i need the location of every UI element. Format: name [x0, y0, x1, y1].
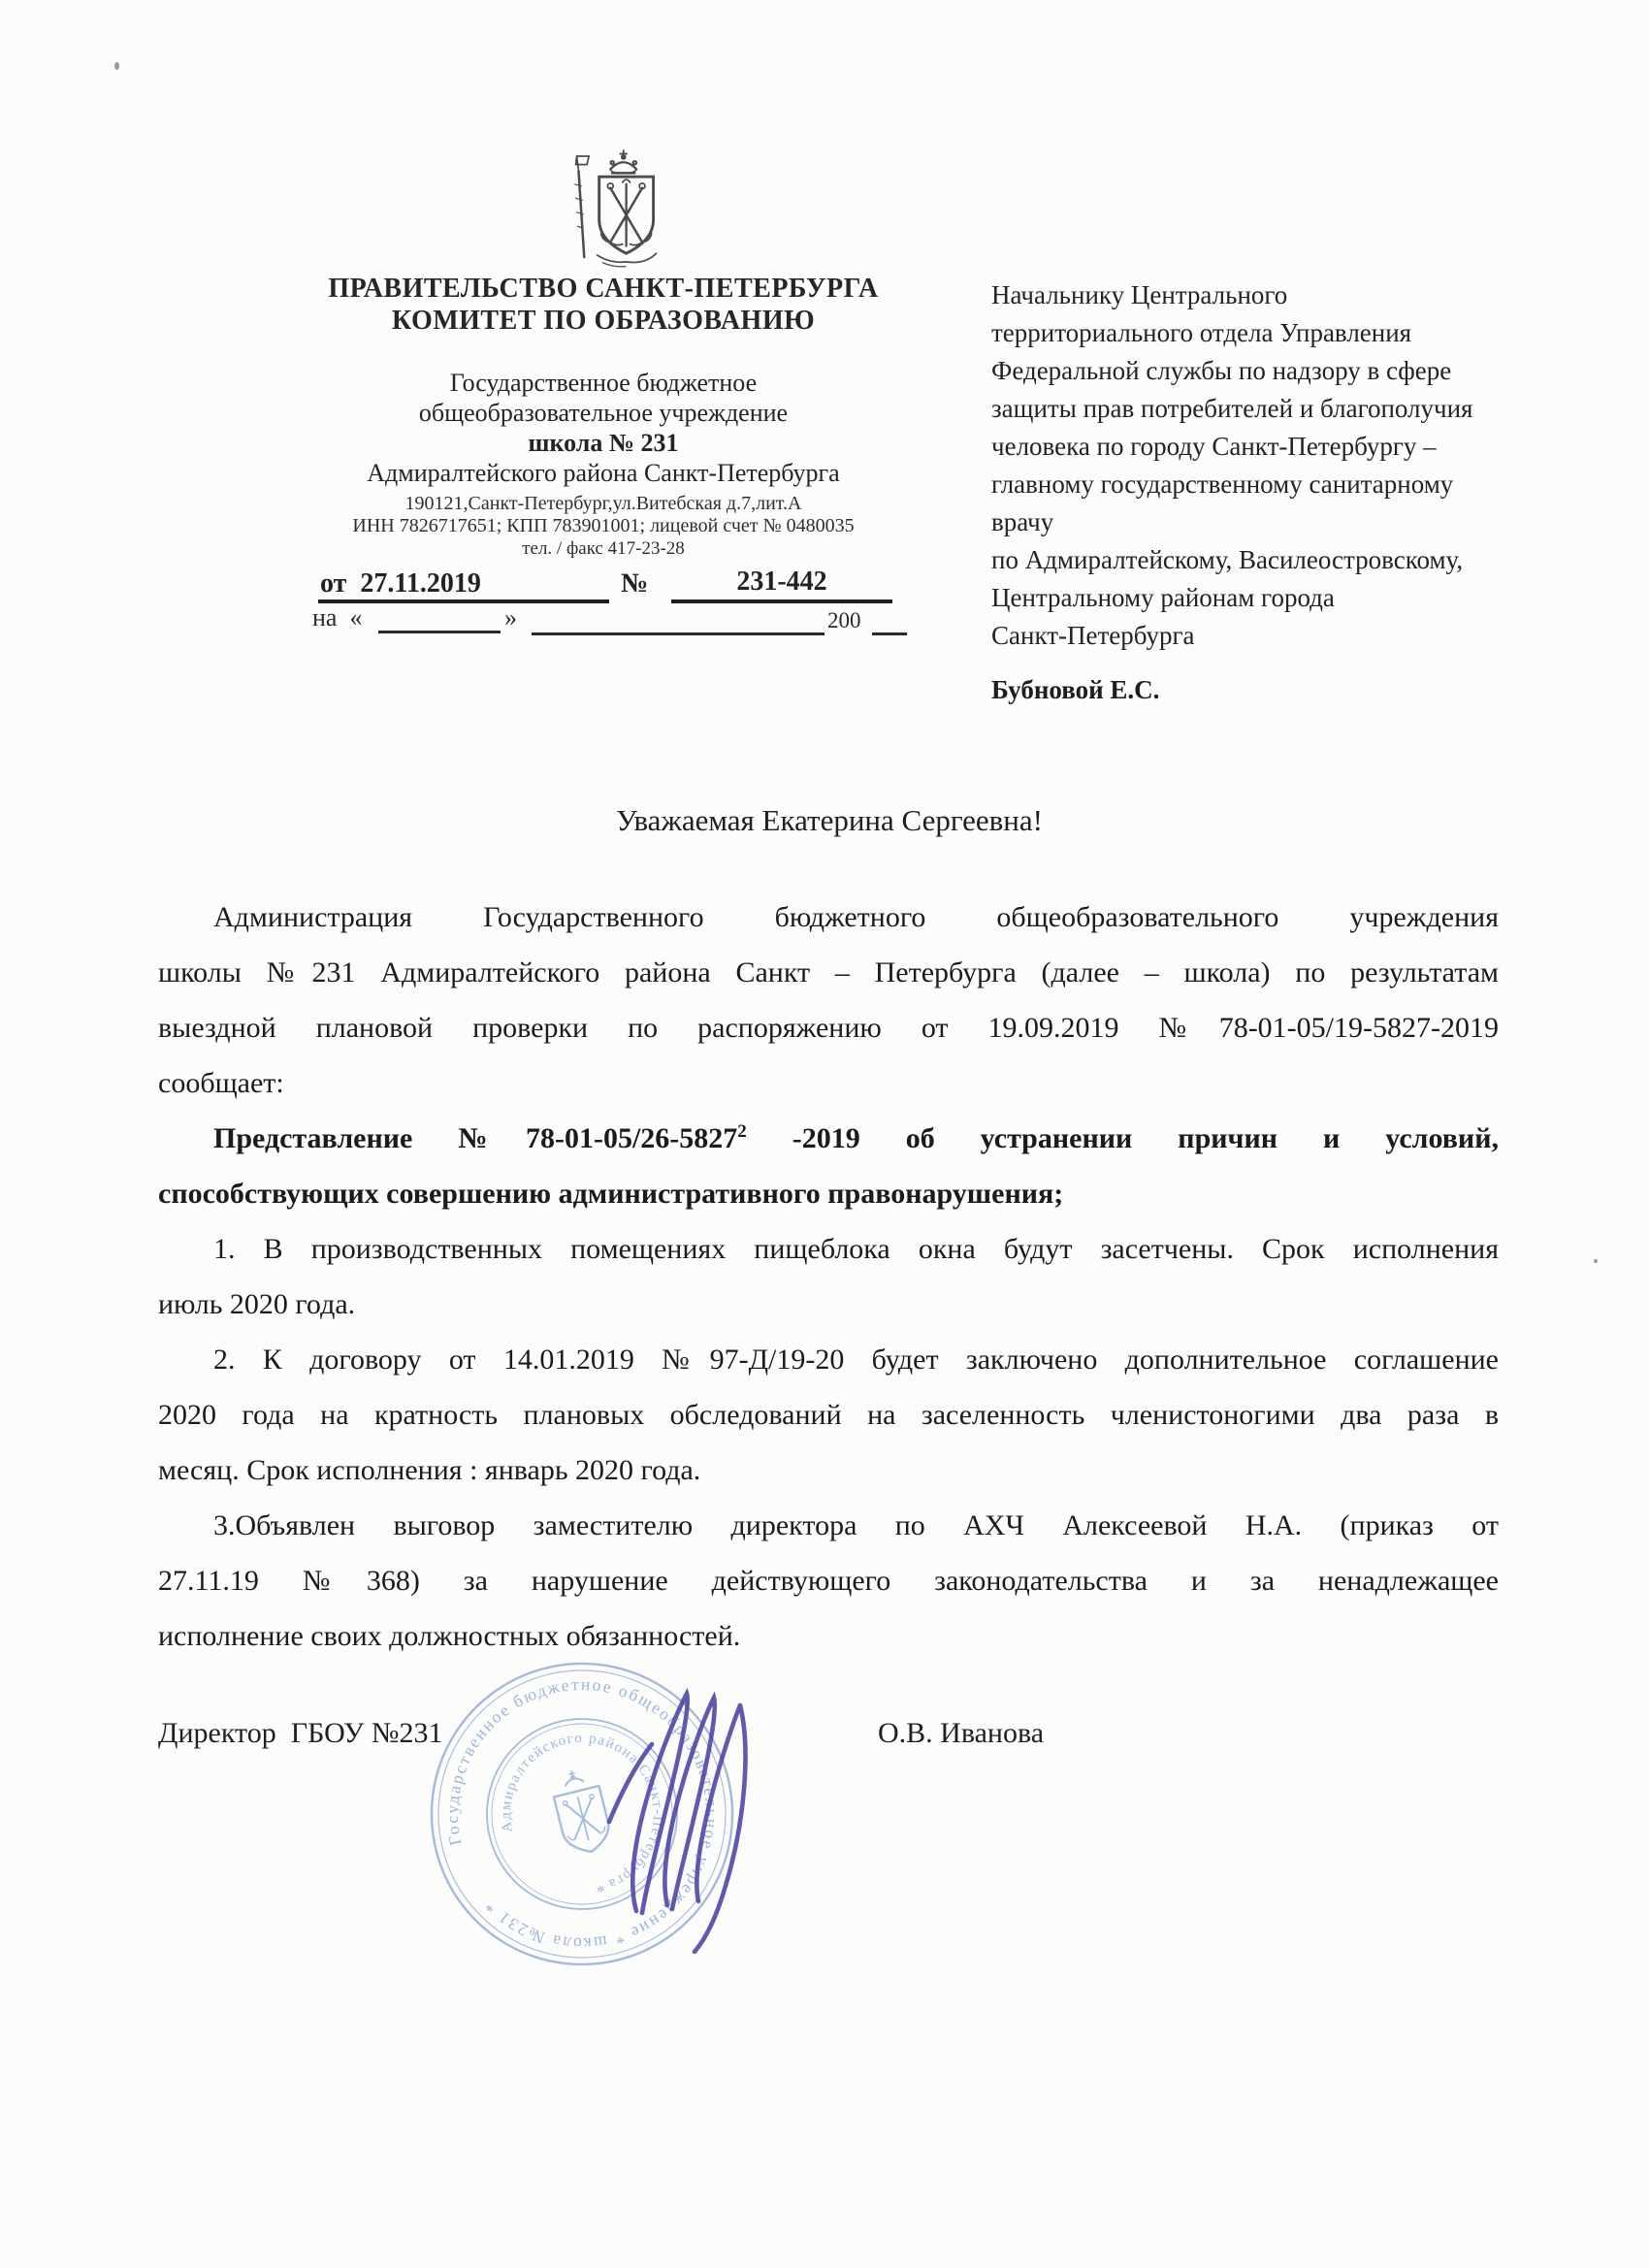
letterhead-phone-line: тел. / факс 417-23-28: [522, 538, 685, 559]
resolution-superscript: 2: [737, 1121, 747, 1142]
addressee-line: врачу: [991, 507, 1054, 536]
addressee-block: [991, 276, 1559, 709]
letterhead: [303, 273, 904, 560]
body-line: месяц. Срок исполнения : январь 2020 года.: [158, 1454, 701, 1486]
outgoing-number: 231-442: [736, 567, 827, 597]
reference-blank-line: [378, 631, 501, 633]
addressee-line: Санкт-Петербурга: [991, 621, 1195, 650]
body-line: школы №231 Адмиралтейского района Санкт – Петербурга (далее – школа) по результатам: [158, 956, 1499, 988]
reference-blank-line: [872, 632, 907, 635]
reference-closing-quote: »: [504, 603, 517, 632]
letterhead-org-line2: общеобразовательное учреждение: [418, 399, 789, 427]
addressee-name: Бубновой Е.С.: [991, 675, 1160, 704]
signer-name: О.В. Иванова: [878, 1717, 1045, 1749]
scan-speck: [114, 62, 119, 70]
body-line: 27.11.19 №368) за нарушение действующего законодательства и за ненадлежащее: [158, 1565, 1499, 1597]
body-line-item-2: 2. К договору от 14.01.2019 №97-Д/19-20 будет заключено дополнительное соглашение: [213, 1344, 1499, 1376]
body-line: исполнение своих должностных обязанностей.: [158, 1620, 741, 1652]
addressee-line: по Адмиралтейскому, Василеостровскому,: [991, 545, 1464, 574]
addressee-line: защиты прав потребителей и благополучия: [991, 394, 1473, 423]
body-line: сообщает:: [158, 1067, 284, 1099]
letterhead-committee-line: КОМИТЕТ ПО ОБРАЗОВАНИЮ: [391, 306, 816, 336]
resolution-text-continued: -2019 об устранении причин и условий,: [792, 1122, 1500, 1154]
stamp-inner-ring-text: Адмиралтейского района Санкт-Петербурга: [498, 1730, 666, 1893]
body-line-resolution: [158, 1111, 1499, 1166]
body-line: 2020 года на кратность плановых обследований на заселенность членистоногими два раза в: [158, 1399, 1499, 1431]
body-line: Администрация Государственного бюджетного общеобразовательного учреждения: [213, 901, 1499, 933]
addressee-line: главному государственному санитарному: [991, 470, 1454, 499]
stamp-outer-ring-text: Государственное бюджетное общеобразовательное учреждение * школа №231 *: [441, 1673, 723, 1955]
letterhead-government-line: ПРАВИТЕЛЬСТВО САНКТ-ПЕТЕРБУРГА: [328, 274, 879, 304]
saint-petersburg-coat-of-arms-icon: [566, 146, 668, 270]
letterhead-inn-line: ИНН 7826717651; КПП 783901001; лицевой счет № 0480035: [352, 515, 855, 536]
stamp-bottom-asterisk: *: [595, 1880, 608, 1902]
resolution-text: Представление №78-01-05/26-5827: [213, 1122, 738, 1154]
body-line-item-1: 1. В производственных помещениях пищеблока окна будут засетчены. Срок исполнения: [213, 1233, 1499, 1265]
scan-speck: [1594, 1259, 1598, 1263]
letterhead-school-number: школа № 231: [528, 429, 679, 457]
signer-position: Директор ГБОУ №231: [158, 1717, 443, 1749]
body-line: июль 2020 года.: [158, 1288, 356, 1320]
addressee-line: Начальнику Центрального: [991, 280, 1288, 309]
addressee-line: человека по городу Санкт-Петербургу –: [991, 432, 1437, 461]
body-line: способствующих совершению административного правонарушения;: [158, 1178, 1064, 1210]
addressee-line: территориального отдела Управления: [991, 318, 1412, 347]
letterhead-address-line: 190121,Санкт-Петербург,ул.Витебская д.7,лит.А: [404, 493, 802, 514]
addressee-line: Центральному районам города: [991, 583, 1335, 612]
reference-blank-line: [532, 632, 824, 635]
reference-year-stub: 200: [827, 608, 861, 632]
letter-body: [158, 890, 1499, 1664]
reference-prefix: на «: [312, 603, 363, 632]
letterhead-district-line: Адмиралтейского района Санкт-Петербурга: [367, 459, 840, 487]
addressee-line: Федеральной службы по надзору в сфере: [991, 356, 1452, 385]
body-line-item-3: 3.Объявлен выговор заместителю директора по АХЧ Алексеевой Н.А. (приказ от: [213, 1509, 1499, 1541]
letterhead-org-line1: Государственное бюджетное: [449, 369, 758, 397]
salutation: Уважаемая Екатерина Сергеевна!: [616, 803, 1043, 837]
number-sign: №: [621, 568, 649, 599]
director-handwritten-signature: [580, 1667, 784, 1958]
body-line: выездной плановой проверки по распоряжению от 19.09.2019 №78-01-05/19-5827-2019: [158, 1012, 1499, 1044]
outgoing-date: от 27.11.2019: [320, 568, 481, 599]
